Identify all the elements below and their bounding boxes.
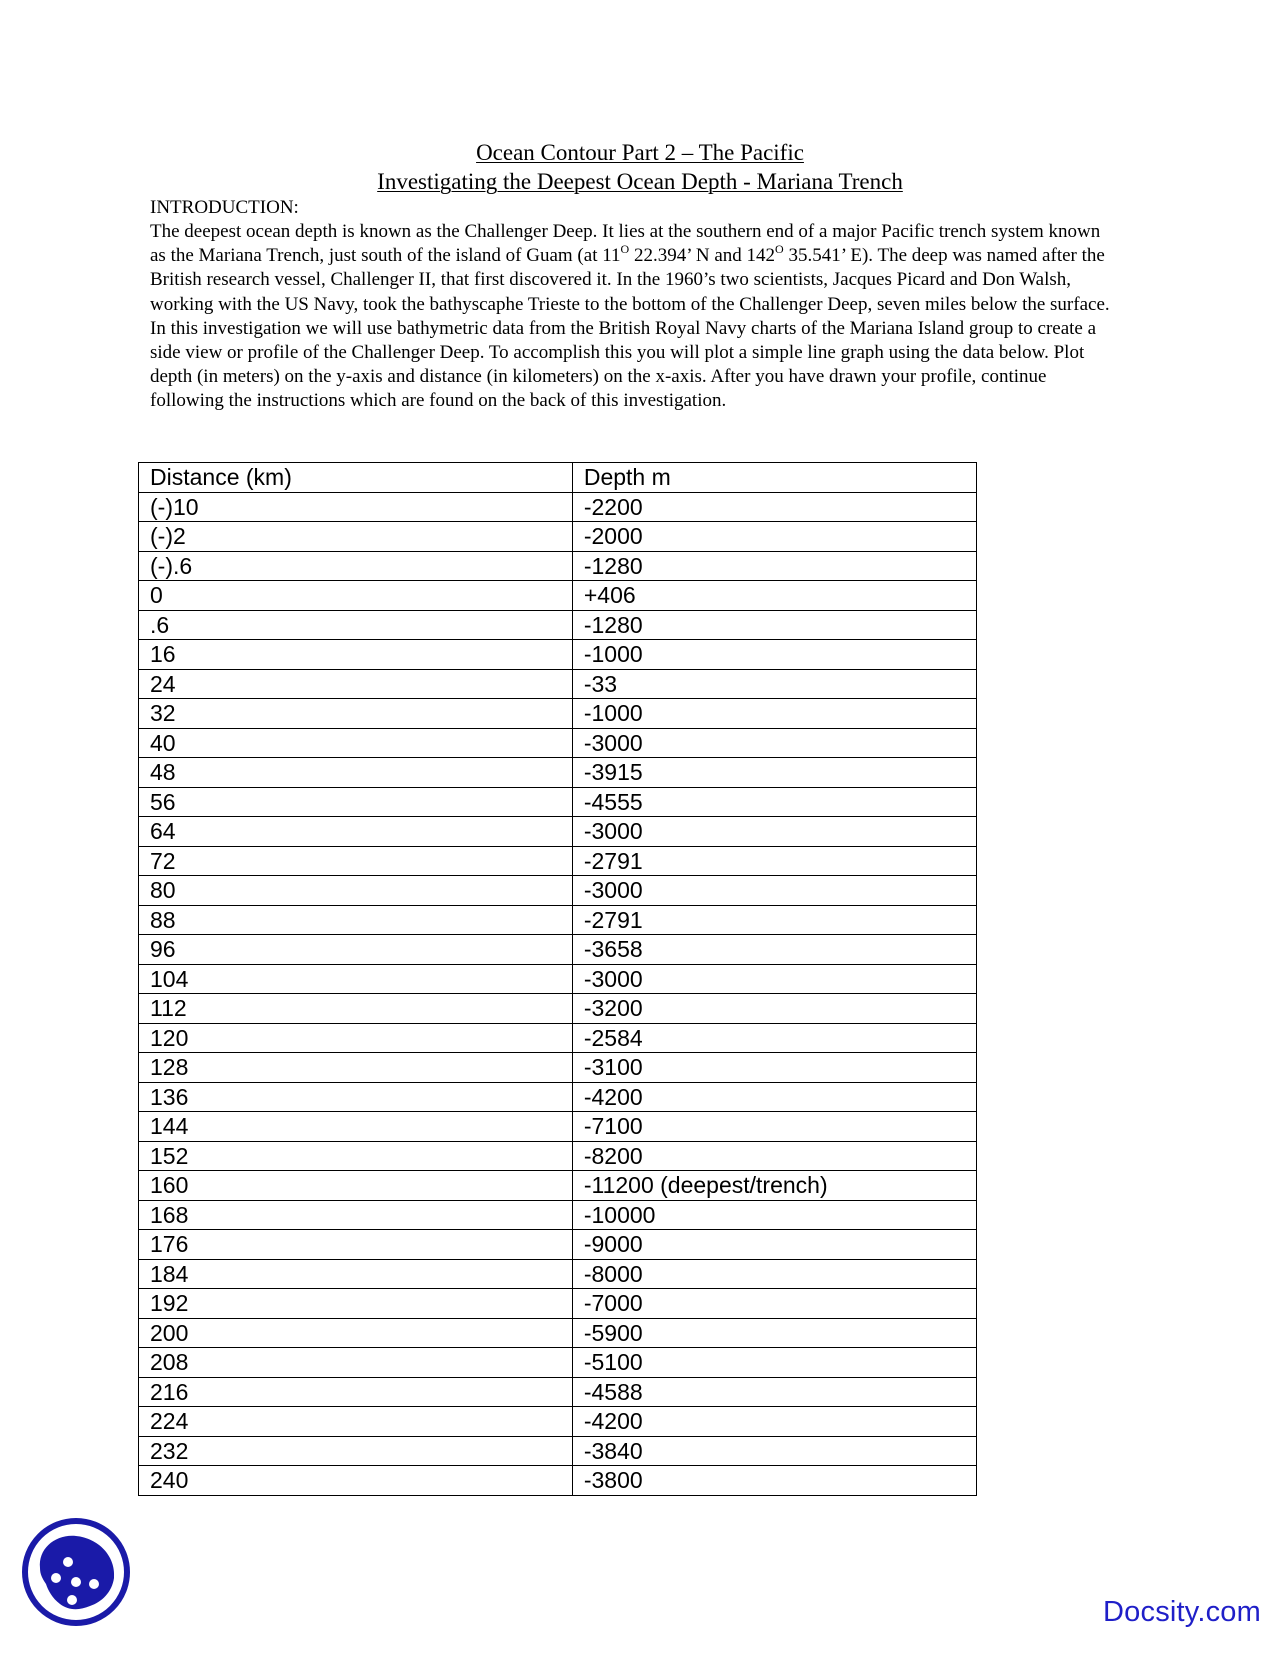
table-row	[139, 1112, 977, 1142]
para1-part3: 35.541’ E). The deep was named after the British research vessel, Challenger II, that first discovered it. In the 1960’s two scientists, Jacques Picard and Don Walsh, working with the US Navy, took the bathyscaphe Trieste to the bottom of the Challenger Deep, seven miles below the surface.	[150, 245, 1110, 315]
distance-cell: 56	[139, 787, 573, 817]
depth-cell: -7100	[572, 1112, 976, 1142]
depth-cell: -9000	[572, 1230, 976, 1260]
table-row	[139, 1348, 977, 1378]
table-row	[139, 581, 977, 611]
table-row	[139, 846, 977, 876]
distance-cell: 160	[139, 1171, 573, 1201]
depth-cell: -3840	[572, 1436, 976, 1466]
table-row	[139, 728, 977, 758]
distance-cell: 40	[139, 728, 573, 758]
depth-cell: +406	[572, 581, 976, 611]
table-row	[139, 876, 977, 906]
distance-cell: 72	[139, 846, 573, 876]
intro-heading: INTRODUCTION:	[150, 197, 299, 218]
header-depth: Depth m	[572, 463, 976, 493]
depth-cell: -5100	[572, 1348, 976, 1378]
distance-cell: 168	[139, 1200, 573, 1230]
distance-cell: 224	[139, 1407, 573, 1437]
table-row	[139, 1141, 977, 1171]
document-title	[0, 139, 1280, 167]
depth-cell: -1280	[572, 551, 976, 581]
distance-cell: 0	[139, 581, 573, 611]
table-row	[139, 492, 977, 522]
depth-cell: -11200 (deepest/trench)	[572, 1171, 976, 1201]
depth-cell: -8000	[572, 1259, 976, 1289]
table-row	[139, 817, 977, 847]
depth-cell: -3000	[572, 817, 976, 847]
distance-cell: 80	[139, 876, 573, 906]
table-row	[139, 522, 977, 552]
table-row	[139, 1407, 977, 1437]
distance-cell: 16	[139, 640, 573, 670]
depth-cell: -8200	[572, 1141, 976, 1171]
table-row	[139, 1230, 977, 1260]
table-row	[139, 1053, 977, 1083]
depth-cell: -2000	[572, 522, 976, 552]
distance-cell: 176	[139, 1230, 573, 1260]
intro-paragraph-1	[150, 220, 1120, 317]
depth-cell: -3000	[572, 876, 976, 906]
distance-cell: 184	[139, 1259, 573, 1289]
table-row	[139, 699, 977, 729]
degree-mark: O	[775, 242, 784, 257]
table-row	[139, 551, 977, 581]
table-row	[139, 994, 977, 1024]
table-row	[139, 640, 977, 670]
table-row	[139, 758, 977, 788]
table-row	[139, 1082, 977, 1112]
distance-cell: 136	[139, 1082, 573, 1112]
distance-cell: 144	[139, 1112, 573, 1142]
degree-mark: O	[620, 242, 630, 257]
document-subtitle	[0, 168, 1280, 196]
distance-cell: 200	[139, 1318, 573, 1348]
depth-cell: -5900	[572, 1318, 976, 1348]
depth-cell: -1280	[572, 610, 976, 640]
distance-cell: 64	[139, 817, 573, 847]
table-row	[139, 1289, 977, 1319]
distance-cell: 208	[139, 1348, 573, 1378]
distance-cell: (-)10	[139, 492, 573, 522]
depth-cell: -2791	[572, 846, 976, 876]
header-distance: Distance (km)	[139, 463, 573, 493]
para1-part1: The deepest ocean depth is known as the Challenger Deep. It lies at the southern end of a major Pacific trench system known as the Mariana Trench, just south of the island of Guam (at 11	[150, 221, 1101, 267]
depth-cell: -3200	[572, 994, 976, 1024]
distance-cell: 112	[139, 994, 573, 1024]
distance-cell: 232	[139, 1436, 573, 1466]
distance-cell: .6	[139, 610, 573, 640]
distance-cell: 216	[139, 1377, 573, 1407]
depth-cell: -3658	[572, 935, 976, 965]
intro-paragraph-2: In this investigation we will use bathymetric data from the British Royal Navy charts of the Mariana Island group to create a side view or profile of the Challenger Deep. To accomplish this you will plot a simple line graph using the data below. Plot depth (in meters) on the y-axis and distance (in kilometers) on the x-axis. After you have drawn your profile, continue following the instructions which are found on the back of this investigation.	[150, 317, 1097, 412]
depth-cell: -4200	[572, 1082, 976, 1112]
depth-cell: -3800	[572, 1466, 976, 1496]
distance-cell: 96	[139, 935, 573, 965]
depth-cell: -1000	[572, 640, 976, 670]
table-row	[139, 1171, 977, 1201]
table-header-row	[139, 463, 977, 493]
distance-cell: 240	[139, 1466, 573, 1496]
distance-cell: 120	[139, 1023, 573, 1053]
depth-cell: -4588	[572, 1377, 976, 1407]
docsity-brand-text[interactable]: Docsity.com	[1103, 1596, 1261, 1628]
distance-cell: 152	[139, 1141, 573, 1171]
table-row	[139, 1200, 977, 1230]
distance-cell: 192	[139, 1289, 573, 1319]
title-line-1: Ocean Contour Part 2 – The Pacific	[476, 140, 804, 165]
distance-cell: (-).6	[139, 551, 573, 581]
table-row	[139, 610, 977, 640]
table-row	[139, 1259, 977, 1289]
table-row	[139, 1466, 977, 1496]
depth-cell: -4555	[572, 787, 976, 817]
docsity-logo-icon	[20, 1516, 132, 1628]
depth-cell: -2200	[572, 492, 976, 522]
distance-cell: 32	[139, 699, 573, 729]
table-row	[139, 964, 977, 994]
depth-cell: -7000	[572, 1289, 976, 1319]
distance-cell: 104	[139, 964, 573, 994]
table-body	[139, 492, 977, 1495]
intro-text	[150, 220, 1120, 414]
depth-cell: -4200	[572, 1407, 976, 1437]
depth-cell: -2791	[572, 905, 976, 935]
distance-cell: 48	[139, 758, 573, 788]
table-row	[139, 1023, 977, 1053]
depth-data-table	[138, 462, 977, 1496]
depth-cell: -3100	[572, 1053, 976, 1083]
table-row	[139, 669, 977, 699]
depth-cell: -3915	[572, 758, 976, 788]
depth-cell: -2584	[572, 1023, 976, 1053]
para1-part2: 22.394’ N and 142	[629, 245, 776, 267]
depth-cell: -1000	[572, 699, 976, 729]
table-row	[139, 905, 977, 935]
distance-cell: 24	[139, 669, 573, 699]
depth-cell: -3000	[572, 964, 976, 994]
distance-cell: 128	[139, 1053, 573, 1083]
table-row	[139, 935, 977, 965]
table-row	[139, 1318, 977, 1348]
depth-cell: -10000	[572, 1200, 976, 1230]
depth-cell: -33	[572, 669, 976, 699]
table-row	[139, 1436, 977, 1466]
depth-cell: -3000	[572, 728, 976, 758]
distance-cell: 88	[139, 905, 573, 935]
distance-cell: (-)2	[139, 522, 573, 552]
title-line-2: Investigating the Deepest Ocean Depth - Mariana Trench	[377, 169, 903, 194]
table-row	[139, 1377, 977, 1407]
table-row	[139, 787, 977, 817]
